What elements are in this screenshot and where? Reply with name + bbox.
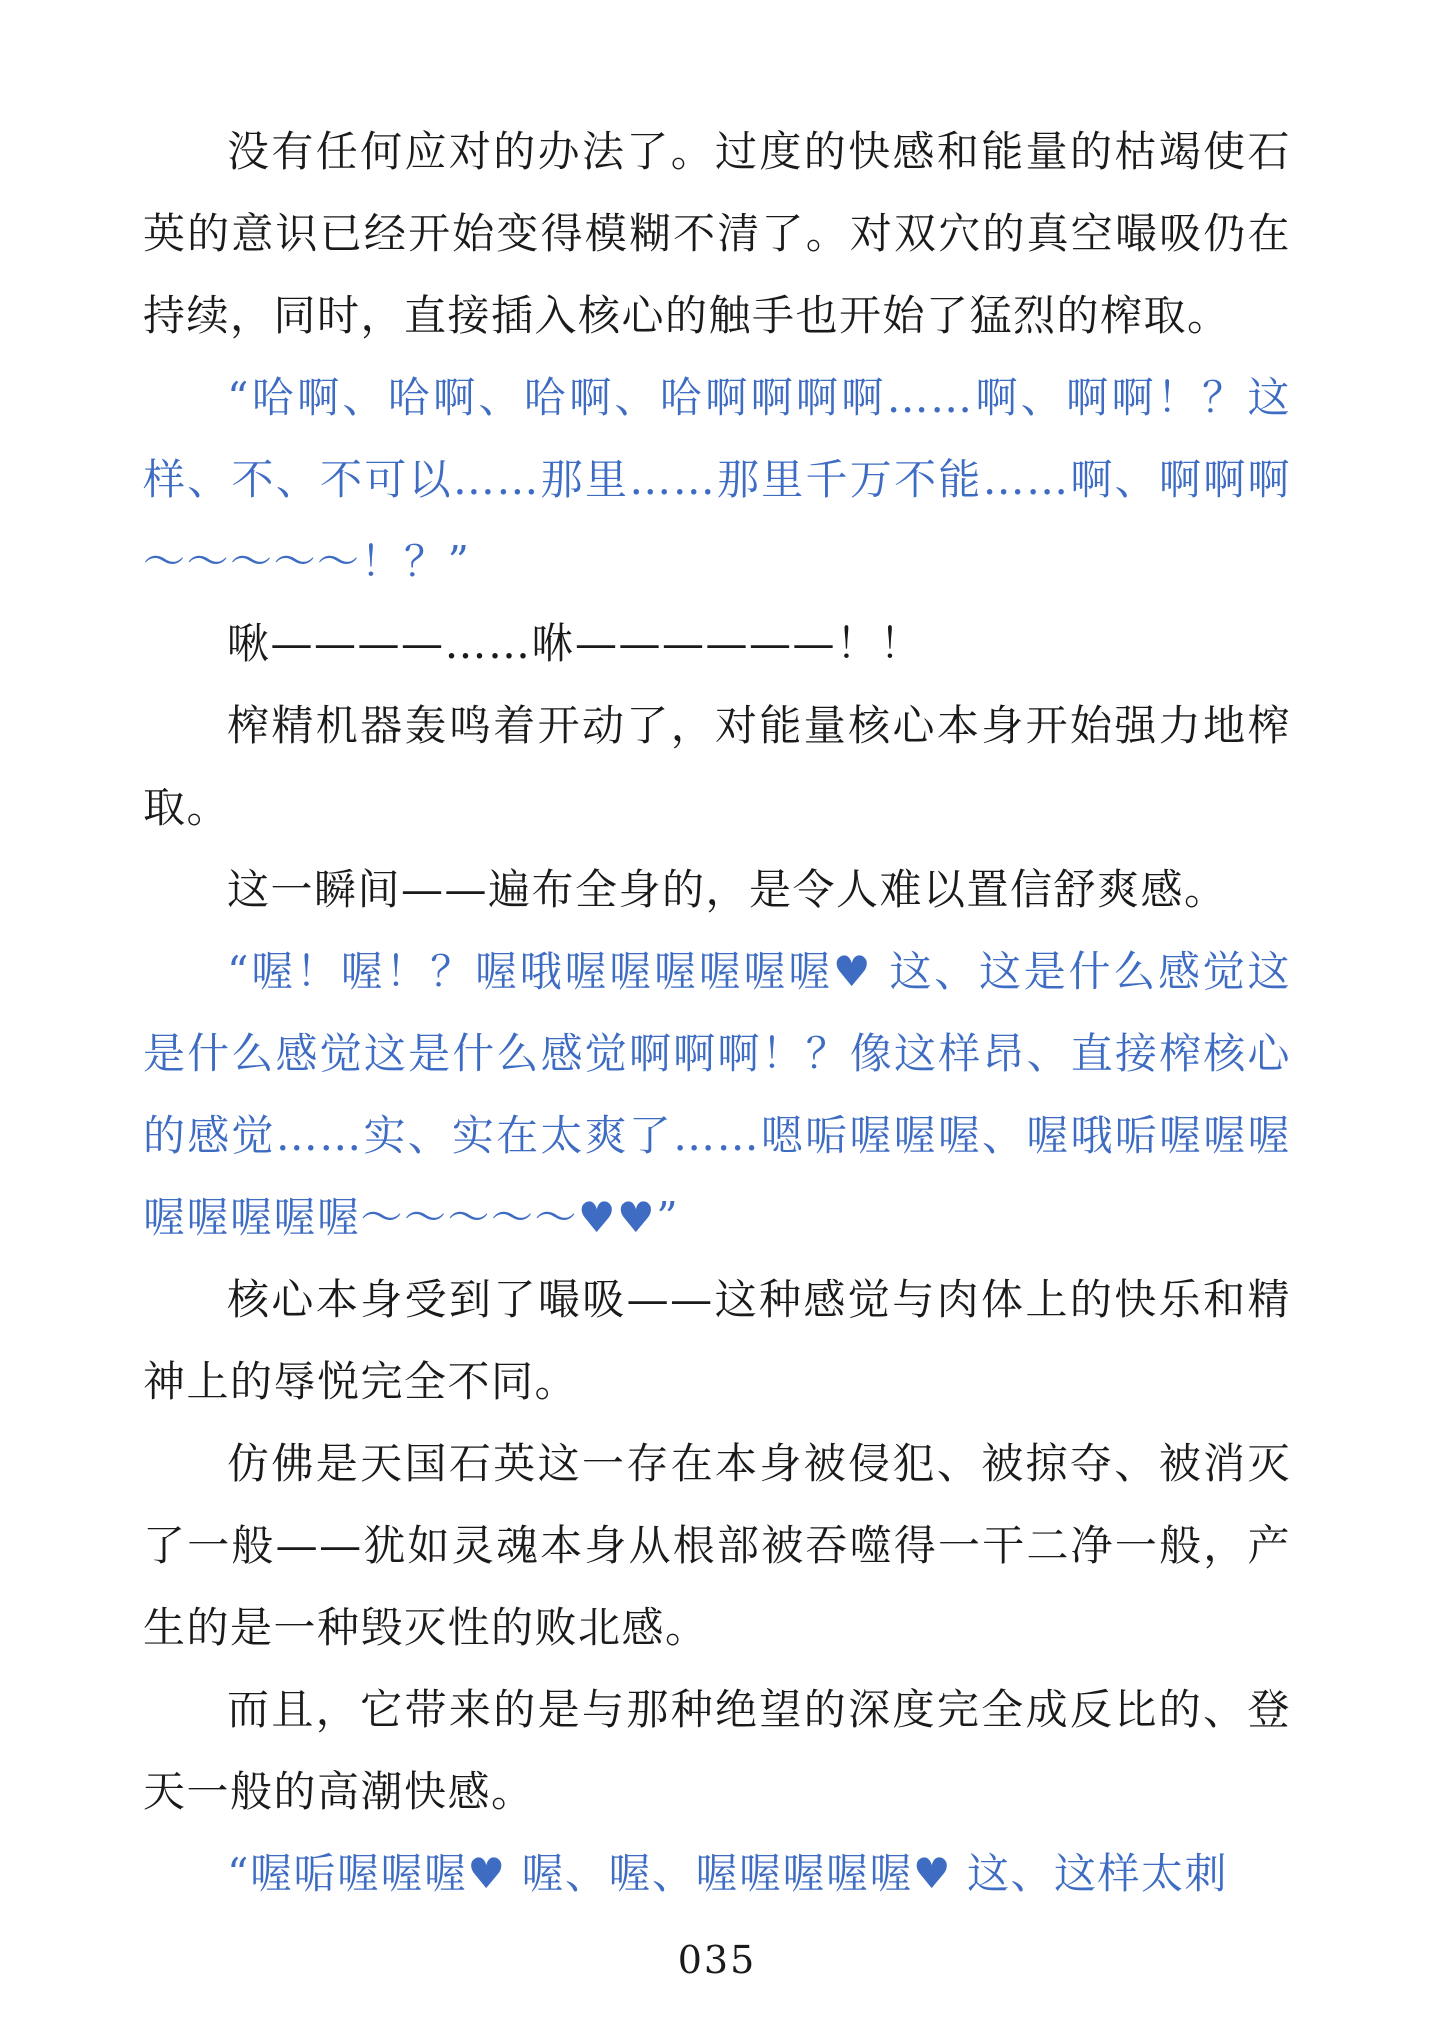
paragraph-dialogue: “哈啊、哈啊、哈啊、哈啊啊啊啊……啊、啊啊！？这样、不、不可以……那里……那里千万不能……啊、啊啊啊～～～～～！？” — [143, 373, 1291, 586]
paragraph-narration: 核心本身受到了嘬吸——这种感觉与肉体上的快乐和精神上的辱悦完全不同。 — [143, 1275, 1291, 1406]
text-body — [143, 111, 1291, 1915]
paragraph-narration: 榨精机器轰鸣着开动了，对能量核心本身开始强力地榨取。 — [143, 701, 1291, 832]
paragraph-narration: 啾————……咻——————！！ — [227, 619, 924, 668]
paragraph-dialogue: “喔㖃喔喔喔♥ 喔、喔、喔喔喔喔喔♥ 这、这样太刺 — [227, 1849, 1228, 1898]
page-number: 035 — [677, 1938, 757, 1982]
paragraph-narration: 而且，它带来的是与那种绝望的深度完全成反比的、登天一般的高潮快感。 — [143, 1685, 1291, 1816]
paragraph-dialogue: “喔！喔！？喔哦喔喔喔喔喔喔♥ 这、这是什么感觉这是什么感觉这是什么感觉啊啊啊！？像这样昂、直接榨核心的感觉……实、实在太爽了……嗯㖃喔喔喔、喔哦㖃喔喔喔喔喔喔喔喔～～～～～♥♥” — [143, 947, 1291, 1242]
paragraph-narration: 仿佛是天国石英这一存在本身被侵犯、被掠夺、被消灭了一般——犹如灵魂本身从根部被吞噬得一干二净一般，产生的是一种毁灭性的败北感。 — [143, 1439, 1291, 1652]
paragraph-narration: 没有任何应对的办法了。过度的快感和能量的枯竭使石英的意识已经开始变得模糊不清了。对双穴的真空嘬吸仍在持续，同时，直接插入核心的触手也开始了猛烈的榨取。 — [143, 127, 1291, 340]
paragraph-narration: 这一瞬间——遍布全身的，是令人难以置信舒爽感。 — [227, 865, 1228, 914]
